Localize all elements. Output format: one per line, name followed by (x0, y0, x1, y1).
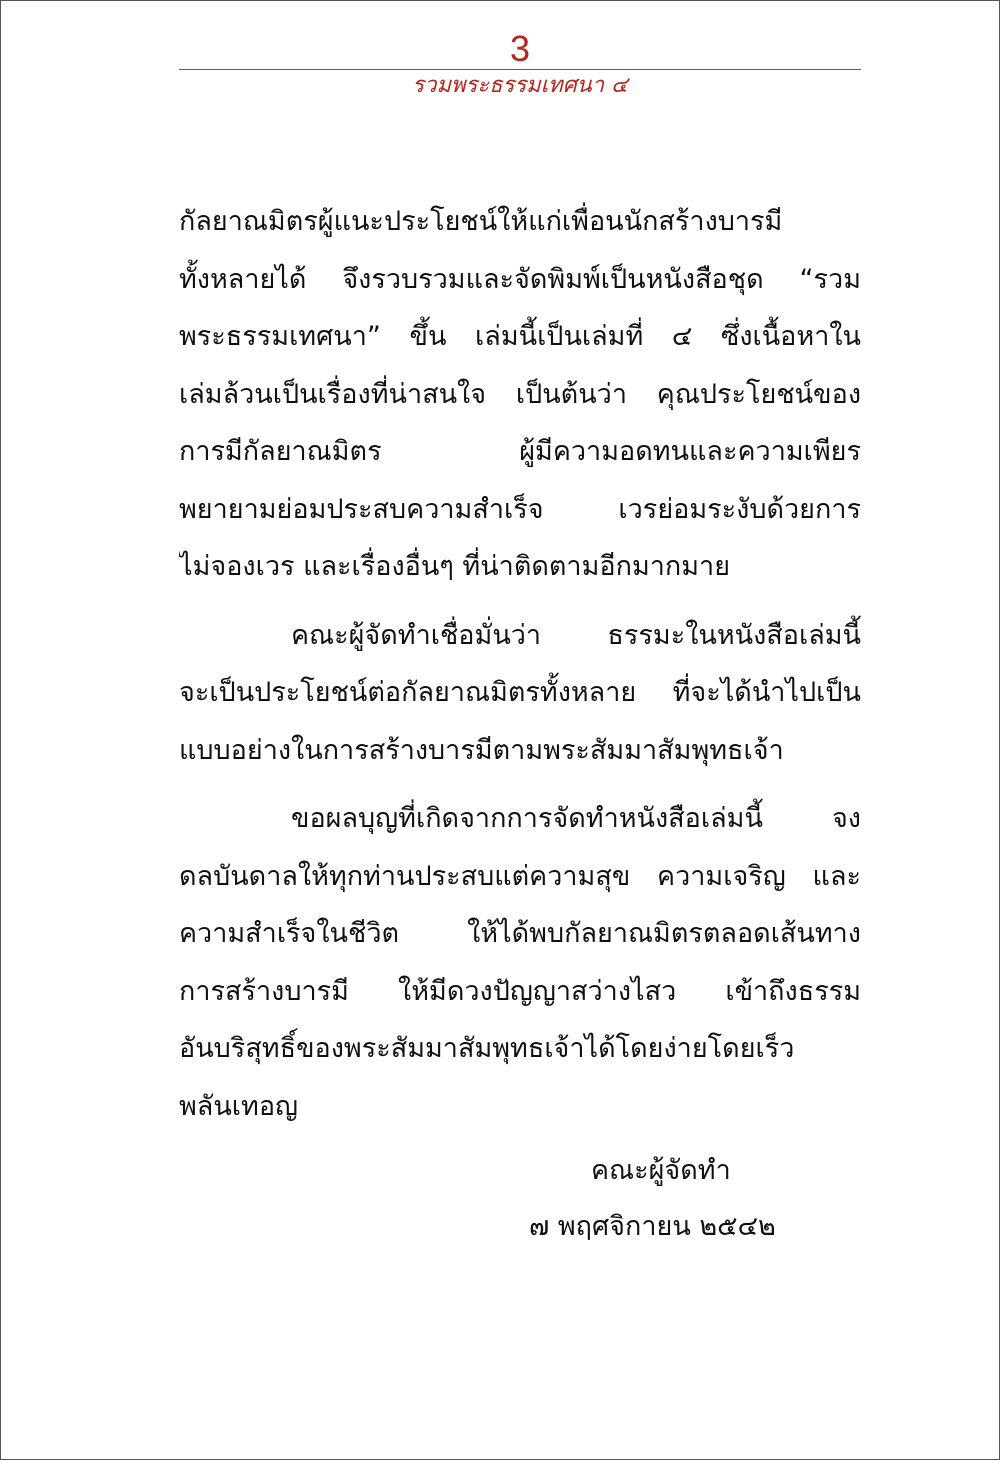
paragraph-2 (179, 607, 861, 780)
header-divider (179, 69, 861, 70)
paragraph-gap (179, 596, 861, 607)
text-line: พลันเทอญ (179, 1090, 299, 1122)
paragraph-gap (179, 779, 861, 790)
text-line: การมีกัลยาณมิตร ผู้มีความอดทนและความเพียร (179, 436, 861, 467)
paragraph-3 (179, 790, 861, 1135)
text-line: ไม่จองเวร และเรื่องอื่นๆ ที่น่าติดตามอีกมากมาย (179, 551, 731, 582)
signature-date: ๗ พฤศจิกายน ๒๕๔๒ (529, 1211, 776, 1242)
text-line: อันบริสุทธิ์ของพระสัมมาสัมพุทธเจ้าได้โดยง่ายโดยเร็ว (179, 1033, 795, 1064)
text-line: คณะผู้จัดทำเชื่อมั่นว่า ธรรมะในหนังสือเล่มนี้ (291, 619, 861, 651)
text-line: ขอผลบุญที่เกิดจากการจัดทำหนังสือเล่มนี้ จง (291, 803, 861, 834)
text-line: เล่มล้วนเป็นเรื่องที่น่าสนใจ เป็นต้นว่า คุณประโยชน์ของ (179, 378, 861, 410)
text-line: พระธรรมเทศนา” ขึ้น เล่มนี้เป็นเล่มที่ ๔ ซึ่งเนื้อหาใน (179, 321, 861, 352)
signature-author: คณะผู้จัดทำ (591, 1155, 731, 1186)
paragraph-1 (179, 193, 861, 596)
text-line: การสร้างบารมี ให้มีดวงปัญญาสว่างไสว เข้าถึงธรรม (179, 975, 861, 1007)
text-line: แบบอย่างในการสร้างบารมีตามพระสัมมาสัมพุทธเจ้า (179, 734, 784, 766)
text-line: ดลบันดาลให้ทุกท่านประสบแต่ความสุข ความเจริญ และ (179, 860, 861, 892)
text-line: กัลยาณมิตรผู้แนะประโยชน์ให้แก่เพื่อนนักสร้างบารมี (179, 206, 783, 237)
text-line: ความสำเร็จในชีวิต ให้ได้พบกัลยาณมิตรตลอดเส้นทาง (179, 918, 861, 949)
text-line: พยายามย่อมประสบความสำเร็จ เวรย่อมระงับด้วยการ (179, 493, 861, 525)
text-line: ทั้งหลายได้ จึงรวบรวมและจัดพิมพ์เป็นหนังสือชุด “รวม (179, 263, 861, 295)
body-text (179, 193, 861, 1135)
running-title: รวมพระธรรมเทศนา ๔ (412, 73, 628, 98)
text-line: จะเป็นประโยชน์ต่อกัลยาณมิตรทั้งหลาย ที่จะได้นำไปเป็น (179, 677, 861, 708)
page-number: 3 (509, 28, 531, 69)
